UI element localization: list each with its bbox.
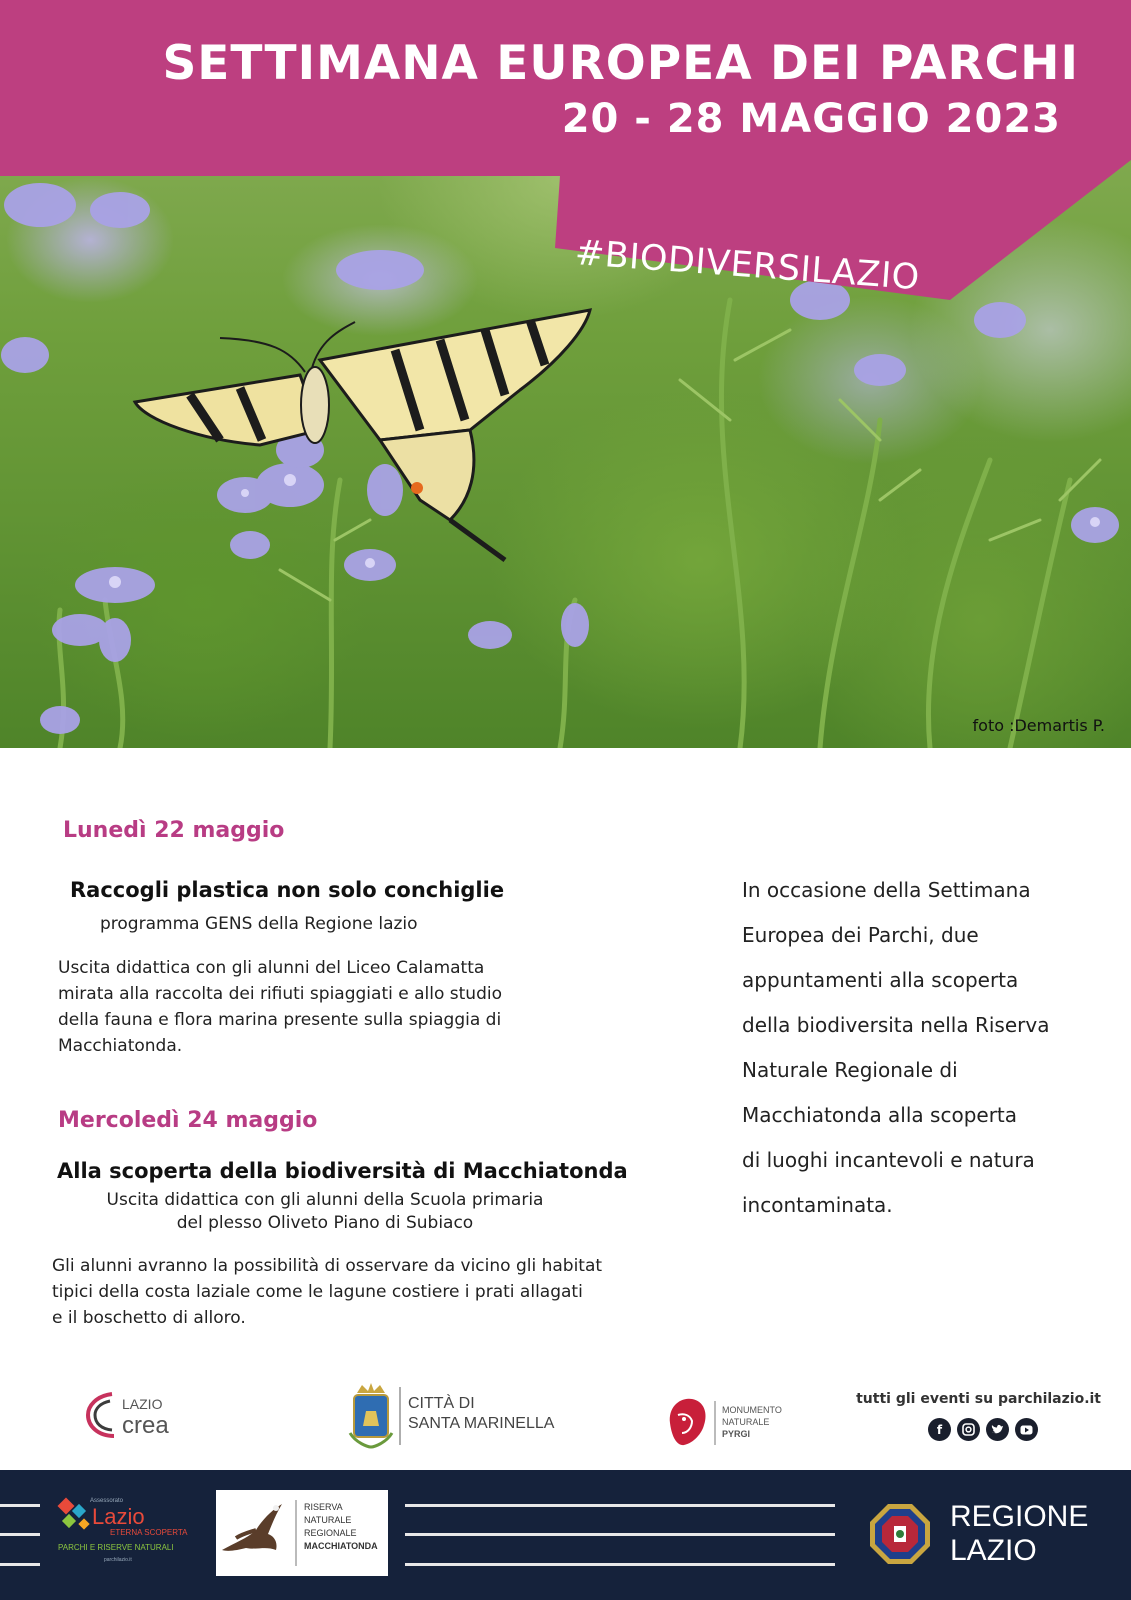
butterfly-icon	[135, 310, 590, 560]
pyrgi-line1: MONUMENTO	[722, 1405, 782, 1415]
regione-line1: REGIONE	[950, 1500, 1089, 1533]
divider	[405, 1563, 835, 1566]
pyrgi-line3: PYRGI	[722, 1429, 751, 1439]
macchiatonda-logo	[216, 1490, 388, 1576]
photo-credit: foto :Demartis P.	[972, 716, 1105, 735]
twitter-icon[interactable]	[986, 1418, 1009, 1441]
pyrgi-logo	[662, 1393, 792, 1455]
intro-line: di luoghi incantevoli e natura	[742, 1148, 1035, 1172]
divider	[0, 1533, 40, 1536]
laziocrea-line2: crea	[122, 1412, 169, 1439]
description-line: Gli alunni avranno la possibilità di osservare da vicino gli habitat	[52, 1256, 603, 1276]
intro-line: Naturale Regionale di	[742, 1058, 958, 1082]
footer-bar	[0, 1470, 1131, 1600]
description-line: mirata alla raccolta dei rifiuti spiaggiati e allo studio	[58, 984, 502, 1004]
regione-lazio-emblem	[868, 1502, 932, 1570]
event-title: SETTIMANA EUROPEA DEI PARCHI	[162, 36, 1079, 91]
lazio-parchi-small: Assessorato	[90, 1498, 124, 1504]
divider	[405, 1533, 835, 1536]
divider	[0, 1504, 40, 1507]
divider	[0, 1563, 40, 1566]
laziocrea-line1: LAZIO	[122, 1396, 163, 1412]
hashtag: #BIODIVERSILAZIO	[573, 233, 922, 299]
description-line: Uscita didattica con gli alunni del Liceo Calamatta	[58, 958, 485, 978]
description-line: tipici della costa laziale come le lagune costiere i prati allagati	[52, 1282, 583, 1302]
social-icons	[928, 1418, 1038, 1441]
lazio-parchi-logo	[52, 1494, 192, 1570]
event-2-description	[52, 1253, 602, 1331]
intro-line: appuntamenti alla scoperta	[742, 968, 1019, 992]
intro-text	[742, 868, 1102, 1228]
santa-marinella-line2: SANTA MARINELLA	[408, 1415, 555, 1432]
lazio-parchi-brand: Lazio	[92, 1504, 145, 1529]
hero-photo	[0, 0, 1131, 748]
lazio-parchi-site: parchilazio.it	[104, 1557, 132, 1563]
laziocrea-logo	[86, 1390, 196, 1444]
facebook-icon[interactable]: f	[928, 1418, 951, 1441]
social-caption: tutti gli eventi su parchilazio.it	[856, 1391, 1101, 1407]
lazio-parchi-line: PARCHI E RISERVE NATURALI	[58, 1543, 174, 1552]
event-2-title: Alla scoperta della biodiversità di Macchiatonda	[57, 1159, 628, 1183]
event-dates: 20 - 28 MAGGIO 2023	[561, 96, 1061, 142]
description-line: della fauna e flora marina presente sulla spiaggia di	[58, 1010, 502, 1030]
pyrgi-line2: NATURALE	[722, 1417, 770, 1427]
regione-line2: LAZIO	[950, 1534, 1037, 1567]
youtube-icon[interactable]	[1015, 1418, 1038, 1441]
lazio-parchi-tagline: ETERNA SCOPERTA	[110, 1528, 188, 1537]
subtitle-line: Uscita didattica con gli alunni della Scuola primaria	[106, 1190, 544, 1210]
event-1-day: Lunedì 22 maggio	[63, 818, 285, 843]
divider	[405, 1504, 835, 1507]
intro-line: Macchiatonda alla scoperta	[742, 1103, 1018, 1127]
macchiatonda-line3: REGIONALE	[304, 1528, 357, 1538]
macchiatonda-line1: RISERVA	[304, 1502, 343, 1512]
santa-marinella-logo	[348, 1381, 558, 1455]
instagram-icon[interactable]	[957, 1418, 980, 1441]
macchiatonda-line2: NATURALE	[304, 1515, 352, 1525]
event-1-title: Raccogli plastica non solo conchiglie	[70, 878, 505, 902]
regione-lazio-wordmark	[950, 1500, 1088, 1568]
description-line: Macchiatonda.	[58, 1036, 183, 1056]
event-2-subtitle	[85, 1189, 565, 1235]
intro-line: Europea dei Parchi, due	[742, 923, 979, 947]
intro-line: della biodiversita nella Riserva	[742, 1013, 1050, 1037]
event-1-subtitle: programma GENS della Regione lazio	[100, 914, 418, 934]
description-line: e il boschetto di alloro.	[52, 1308, 246, 1328]
subtitle-line: del plesso Oliveto Piano di Subiaco	[176, 1213, 474, 1233]
intro-line: In occasione della Settimana	[742, 878, 1031, 902]
santa-marinella-line1: CITTÀ DI	[408, 1395, 475, 1412]
intro-line: incontaminata.	[742, 1193, 893, 1217]
event-1-description	[58, 955, 502, 1059]
macchiatonda-line4: MACCHIATONDA	[304, 1541, 378, 1551]
event-2-day: Mercoledì 24 maggio	[58, 1108, 318, 1133]
